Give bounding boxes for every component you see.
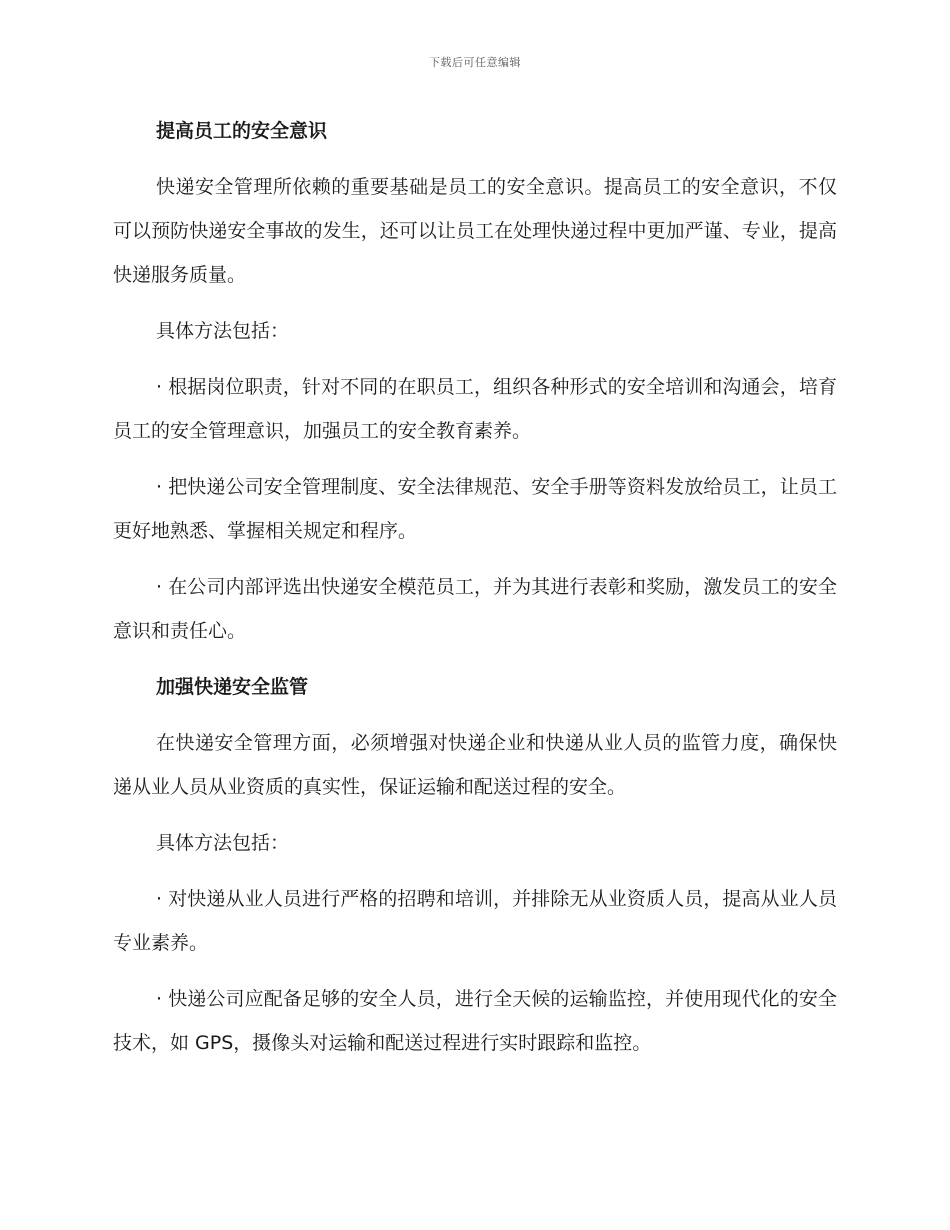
method-item: · 根据岗位职责，针对不同的在职员工，组织各种形式的安全培训和沟通会，培育员工的安全管理意识，加强员工的安全教育素养。 [113, 376, 837, 442]
method-item: · 快递公司应配备足够的安全人员，进行全天候的运输监控，并使用现代化的安全技术，如 GPS，摄像头对运输和配送过程进行实时跟踪和监控。 [113, 988, 837, 1054]
page-header-note: 下载后可任意编辑 [429, 56, 521, 69]
method-item: · 对快递从业人员进行严格的招聘和培训，并排除无从业资质人员，提高从业人员专业素养。 [113, 888, 837, 954]
methods-label: 具体方法包括： [156, 320, 290, 342]
section-heading: 加强快递安全监管 [156, 676, 309, 698]
section-intro-paragraph: 快递安全管理所依赖的重要基础是员工的安全意识。提高员工的安全意识，不仅可以预防快递安全事故的发生，还可以让员工在处理快递过程中更加严谨、专业，提高快递服务质量。 [113, 176, 837, 286]
section-intro-paragraph: 在快递安全管理方面，必须增强对快递企业和快递从业人员的监管力度，确保快递从业人员从业资质的真实性，保证运输和配送过程的安全。 [113, 732, 837, 798]
section-employee-safety-awareness [113, 109, 837, 653]
document-body [113, 109, 837, 1077]
section-strengthen-supervision [113, 665, 837, 1065]
methods-label: 具体方法包括： [156, 832, 290, 854]
section-heading: 提高员工的安全意识 [156, 120, 328, 142]
method-item: · 把快递公司安全管理制度、安全法律规范、安全手册等资料发放给员工，让员工更好地熟悉、掌握相关规定和程序。 [113, 476, 837, 542]
method-item: · 在公司内部评选出快递安全模范员工，并为其进行表彰和奖励，激发员工的安全意识和责任心。 [113, 576, 837, 642]
